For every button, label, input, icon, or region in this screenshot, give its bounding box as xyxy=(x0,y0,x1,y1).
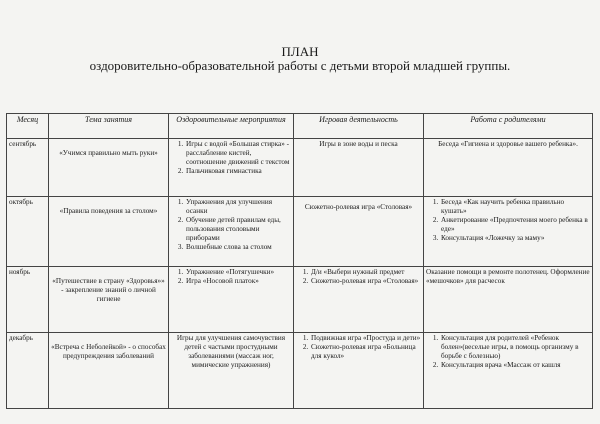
topic-cell: «Учимся правильно мыть руки» xyxy=(49,139,169,197)
header-parents: Работа с родителями xyxy=(424,114,593,139)
page-subtitle: оздоровительно-образовательной работы с детьми второй младшей группы. xyxy=(89,58,511,73)
play-cell: Игры в зоне воды и песка xyxy=(294,139,424,197)
list-item: 1. Упражнение «Потягушечки» xyxy=(185,268,291,277)
month-cell: ноябрь xyxy=(7,267,49,333)
list-item: 2. Консультация врача «Массаж от кашля xyxy=(440,361,590,370)
header-month: Месяц xyxy=(7,114,49,139)
topic-cell: «Встреча с Неболейкой» - о способах предупреждения заболеваний xyxy=(49,333,169,409)
health-cell xyxy=(169,267,294,333)
month-cell: декабрь xyxy=(7,333,49,409)
parents-cell xyxy=(424,197,593,267)
list-item: 2. Обучение детей правилам еды, пользования столовыми приборами xyxy=(185,216,291,243)
list-item: 3. Консультация «Ложечку за маму» xyxy=(440,234,590,243)
health-cell: Игры для улучшения самочувствия детей с частыми простудными заболеваниями (массаж ног, мимические упражнения) xyxy=(169,333,294,409)
list-item: 2. Игра «Носовой платок» xyxy=(185,277,291,286)
table-row xyxy=(7,139,593,197)
parents-cell: Беседа «Гигиена и здоровье вашего ребенка». xyxy=(424,139,593,197)
header-row xyxy=(7,114,593,139)
health-cell xyxy=(169,197,294,267)
header-health: Оздоровительные мероприятия xyxy=(169,114,294,139)
list-item: 1. Игры с водой «Большая стирка» - расслабление кистей, соотношение движений с текстом xyxy=(185,140,291,167)
table-row xyxy=(7,197,593,267)
plan-table xyxy=(6,113,593,409)
list-item: 3. Волшебные слова за столом xyxy=(185,243,291,252)
play-cell: Сюжетно-ролевая игра «Столовая» xyxy=(294,197,424,267)
topic-cell: «Правила поведения за столом» xyxy=(49,197,169,267)
list-item: 2. Сюжетно-ролевая игра «Больница для кукол» xyxy=(310,343,421,361)
play-cell xyxy=(294,267,424,333)
parents-cell xyxy=(424,333,593,409)
topic-cell: «Путешествие в страну «Здоровья»» - закрепление знаний о личной гигиене xyxy=(49,267,169,333)
month-cell: сентябрь xyxy=(7,139,49,197)
health-cell xyxy=(169,139,294,197)
header-play: Игровая деятельность xyxy=(294,114,424,139)
list-item: 1. Упражнения для улучшения осанки xyxy=(185,198,291,216)
header-topic: Тема занятия xyxy=(49,114,169,139)
list-item: 1. Д/и «Выбери нужный предмет xyxy=(310,268,421,277)
table-row xyxy=(7,333,593,409)
list-item: 1. Консультация для родителей «Ребенок болен»(веселые игры, в помощь организму в борьбе с болезнью) xyxy=(440,334,590,361)
table-row xyxy=(7,267,593,333)
parents-cell: Оказание помощи в ремонте полотенец. Оформление «мешочков» для расчесок xyxy=(424,267,593,333)
list-item: 2. Анкетирование «Предпочтения моего ребенка в еде» xyxy=(440,216,590,234)
list-item: 1. Беседа «Как научить ребенка правильно кушать» xyxy=(440,198,590,216)
list-item: 2. Пальчиковая гимнастика xyxy=(185,167,291,176)
page-title: ПЛАН xyxy=(281,44,319,59)
list-item: 1. Подвижная игра «Простуда и дети» xyxy=(310,334,421,343)
play-cell xyxy=(294,333,424,409)
list-item: 2. Сюжетно-ролевая игра «Столовая» xyxy=(310,277,421,286)
month-cell: октябрь xyxy=(7,197,49,267)
